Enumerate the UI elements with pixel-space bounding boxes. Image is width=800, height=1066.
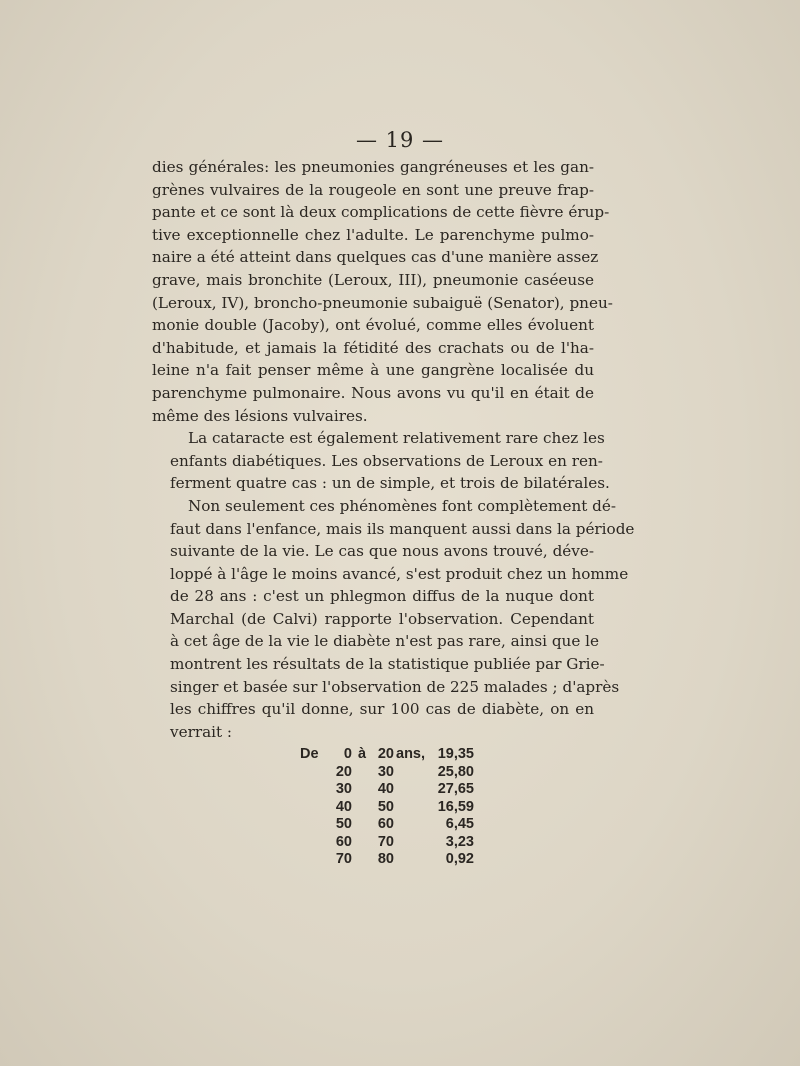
table-row	[300, 764, 474, 782]
table-row	[300, 746, 474, 764]
text-line: (Leroux, IV), broncho-pneumonie subaiguë (Senator), pneu-	[152, 293, 613, 312]
text-line: à cet âge de la vie le diabète n'est pas rare, ainsi que le	[170, 632, 599, 651]
age-to: 50	[377, 798, 394, 815]
age-from: 40	[335, 798, 352, 815]
text-line: leine n'a fait penser même à une gangrène localisée du	[152, 361, 594, 380]
age-to: 70	[377, 833, 394, 850]
text-line: Non seulement ces phénomènes font complètement dé-	[188, 496, 616, 515]
paragraph-1	[152, 156, 613, 427]
age-to: 80	[377, 851, 394, 867]
paragraph-2	[152, 427, 610, 495]
text-line: les chiffres qu'il donne, sur 100 cas de diabète, on en	[170, 700, 594, 719]
text-line: d'habitude, et jamais la fétidité des crachats ou de l'ha-	[152, 338, 594, 357]
table-row	[300, 834, 474, 852]
text-line: de 28 ans : c'est un phlegmon diffus de la nuque dont	[170, 587, 594, 606]
table-row	[300, 816, 474, 834]
percentage-value: 25,80	[437, 763, 474, 780]
text-line: La cataracte est également relativement rare chez les	[188, 429, 605, 448]
text-line: verrait :	[170, 722, 233, 741]
paragraph-3	[152, 495, 635, 744]
percentage-value: 16,59	[437, 798, 474, 815]
table-row	[300, 781, 474, 799]
text-line: enfants diabétiques. Les observations de Leroux en ren-	[170, 451, 603, 470]
table-row	[300, 851, 474, 869]
text-line: parenchyme pulmonaire. Nous avons vu qu'il en était de	[152, 383, 594, 402]
age-statistics-table	[300, 746, 474, 869]
text-line: ferment quatre cas : un de simple, et trois de bilatérales.	[170, 474, 610, 493]
text-line: pante et ce sont là deux complications de cette fièvre érup-	[152, 203, 610, 222]
age-from: 70	[335, 851, 352, 867]
de-label: De	[300, 746, 319, 762]
age-from: 60	[335, 833, 352, 850]
percentage-value: 0,92	[445, 851, 474, 867]
text-line: tive exceptionnelle chez l'adulte. Le parenchyme pulmo-	[152, 225, 594, 244]
text-line: loppé à l'âge le moins avancé, s'est produit chez un homme	[170, 564, 629, 583]
age-to: 30	[377, 763, 394, 780]
page-number: — 19 —	[355, 128, 445, 152]
text-line: grènes vulvaires de la rougeole en sont une preuve frap-	[152, 180, 594, 199]
text-line: montrent les résultats de la statistique publiée par Grie-	[170, 655, 605, 674]
percentage-value: 3,23	[445, 833, 474, 850]
text-line: suivante de la vie. Le cas que nous avons trouvé, déve-	[170, 542, 594, 561]
table-row	[300, 799, 474, 817]
unit-label: ans,	[396, 746, 426, 762]
percentage-value: 19,35	[437, 746, 474, 762]
age-from: 50	[335, 816, 352, 832]
age-from: 20	[335, 763, 352, 780]
range-separator: à	[358, 746, 367, 762]
percentage-value: 27,65	[437, 781, 474, 797]
text-line: dies générales: les pneumonies gangréneuses et les gan-	[152, 158, 594, 176]
text-line: naire a été atteint dans quelques cas d'une manière assez	[152, 248, 599, 267]
text-line: faut dans l'enfance, mais ils manquent aussi dans la période	[170, 519, 635, 538]
text-line: singer et basée sur l'observation de 225 malades ; d'après	[170, 677, 620, 696]
text-line: monie double (Jacoby), ont évolué, comme elles évoluent	[152, 316, 594, 335]
percentage-value: 6,45	[445, 816, 474, 832]
age-to: 20	[377, 746, 394, 762]
text-line: grave, mais bronchite (Leroux, III), pneumonie caséeuse	[152, 270, 594, 289]
text-line: Marchal (de Calvi) rapporte l'observation. Cependant	[170, 609, 594, 628]
age-to: 40	[377, 781, 394, 797]
age-from: 0	[343, 746, 352, 762]
age-from: 30	[335, 781, 352, 797]
age-to: 60	[377, 816, 394, 832]
body-text	[152, 156, 635, 743]
text-line: même des lésions vulvaires.	[152, 406, 368, 425]
